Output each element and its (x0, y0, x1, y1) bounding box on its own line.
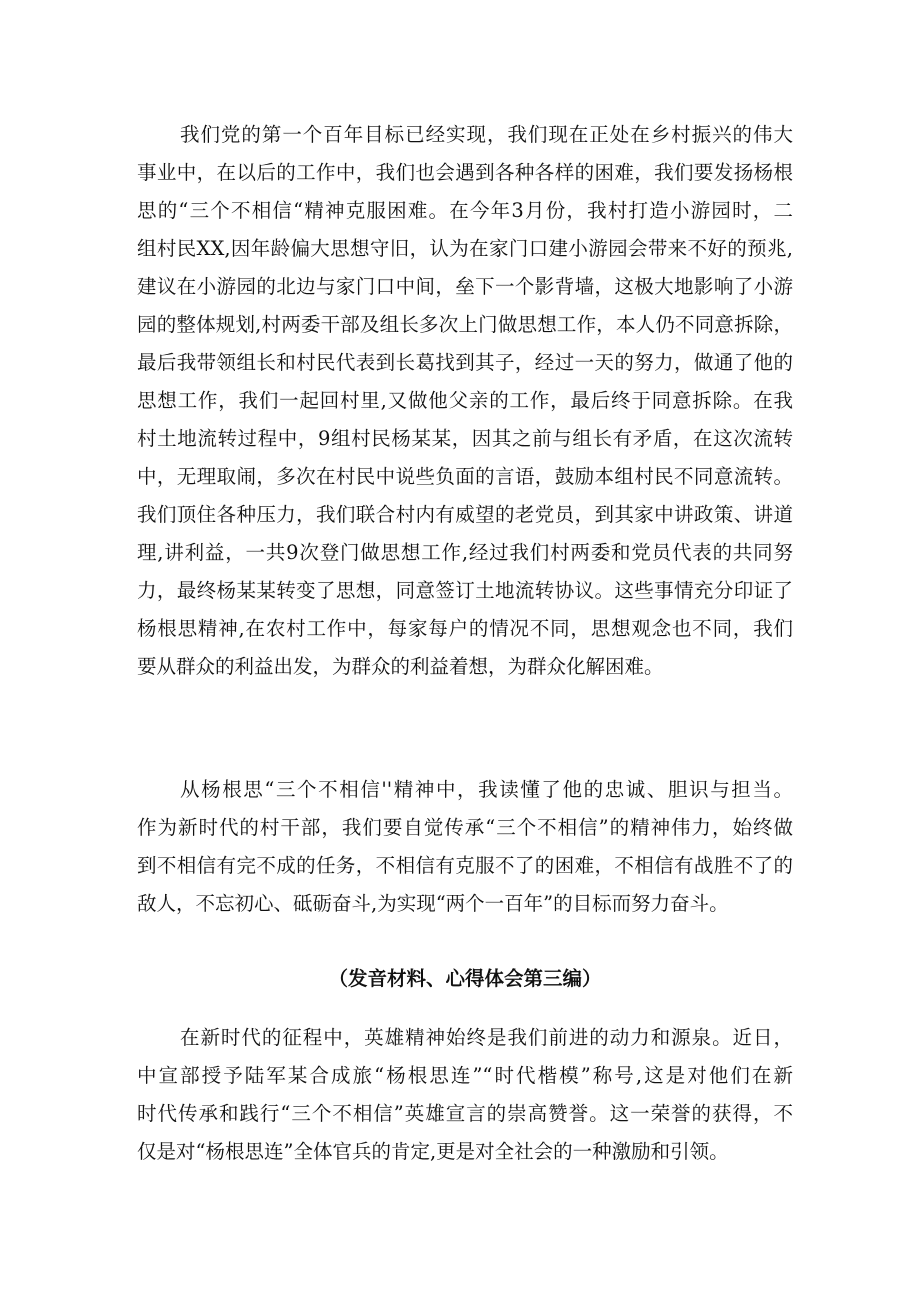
text-line: 我们党的第一个百年目标已经实现，我们现在正处在乡村振兴的伟大 (180, 123, 793, 146)
text-line: 事业中，在以后的工作中，我们也会遇到各种各样的困难，我们要发扬杨根 (137, 161, 793, 184)
text-line: 作为新时代的村干部，我们要自觉传承“三个不相信”的精神伟力，始终做 (137, 816, 793, 839)
text-line: 杨根思精神,在农村工作中，每家每户的情况不同，思想观念也不同，我们 (137, 617, 793, 640)
section-heading: （发音材料、心得体会第三编） (328, 967, 602, 990)
text-line: 要从群众的利益出发，为群众的利益着想，为群众化解困难。 (137, 655, 664, 678)
text-line: 仅是对“杨根思连”全体官兵的肯定,更是对全社会的一种激励和引领。 (137, 1140, 729, 1163)
text-line: 建议在小游园的北边与家门口中间，垒下一个影背墙，这极大地影响了小游 (137, 275, 793, 298)
text-line: 园的整体规划,村两委干部及组长多次上门做思想工作，本人仍不同意拆除， (137, 313, 793, 336)
text-line: 理,讲利益，一共9次登门做思想工作,经过我们村两委和党员代表的共同努 (137, 541, 793, 564)
text-line: 思想工作，我们一起回村里,又做他父亲的工作，最后终于同意拆除。在我 (137, 389, 793, 412)
text-line: 最后我带领组长和村民代表到长葛找到其子，经过一天的努力，做通了他的 (137, 351, 793, 374)
text-line: 敌人，不忘初心、砥砺奋斗,为实现“两个一百年”的目标而努力奋斗。 (137, 892, 729, 915)
text-line: 思的“三个不相信“精神克服困难。在今年3月份，我村打造小游园时，二 (137, 199, 793, 222)
text-line: 在新时代的征程中，英雄精神始终是我们前进的动力和源泉。近日， (180, 1026, 793, 1049)
text-line: 组村民XX,因年龄偏大思想守旧，认为在家门口建小游园会带来不好的预兆, (137, 237, 793, 260)
paragraph-1 (137, 116, 793, 686)
text-line: 中，无理取闹，多次在村民中说些负面的言语，鼓励本组村民不同意流转。 (137, 465, 793, 488)
text-line: 村土地流转过程中，9组村民杨某某，因其之前与组长有矛盾，在这次流转 (137, 427, 793, 450)
text-line: 中宣部授予陆军某合成旅“杨根思连”“时代楷模”称号,这是对他们在新 (137, 1064, 793, 1087)
paragraph-2 (137, 771, 793, 923)
text-line: 时代传承和践行“三个不相信”英雄宣言的崇高赞誉。这一荣誉的获得，不 (137, 1102, 793, 1125)
text-line: 从杨根思“三个不相信''精神中，我读懂了他的忠诚、胆识与担当。 (180, 778, 793, 801)
paragraph-3 (137, 1019, 793, 1171)
text-line: 到不相信有完不成的任务，不相信有克服不了的困难，不相信有战胜不了的 (137, 854, 793, 877)
text-line: 力，最终杨某某转变了思想，同意签订土地流转协议。这些事情充分印证了 (137, 579, 793, 602)
text-line: 我们顶住各种压力，我们联合村内有威望的老党员，到其家中讲政策、讲道 (137, 503, 793, 526)
